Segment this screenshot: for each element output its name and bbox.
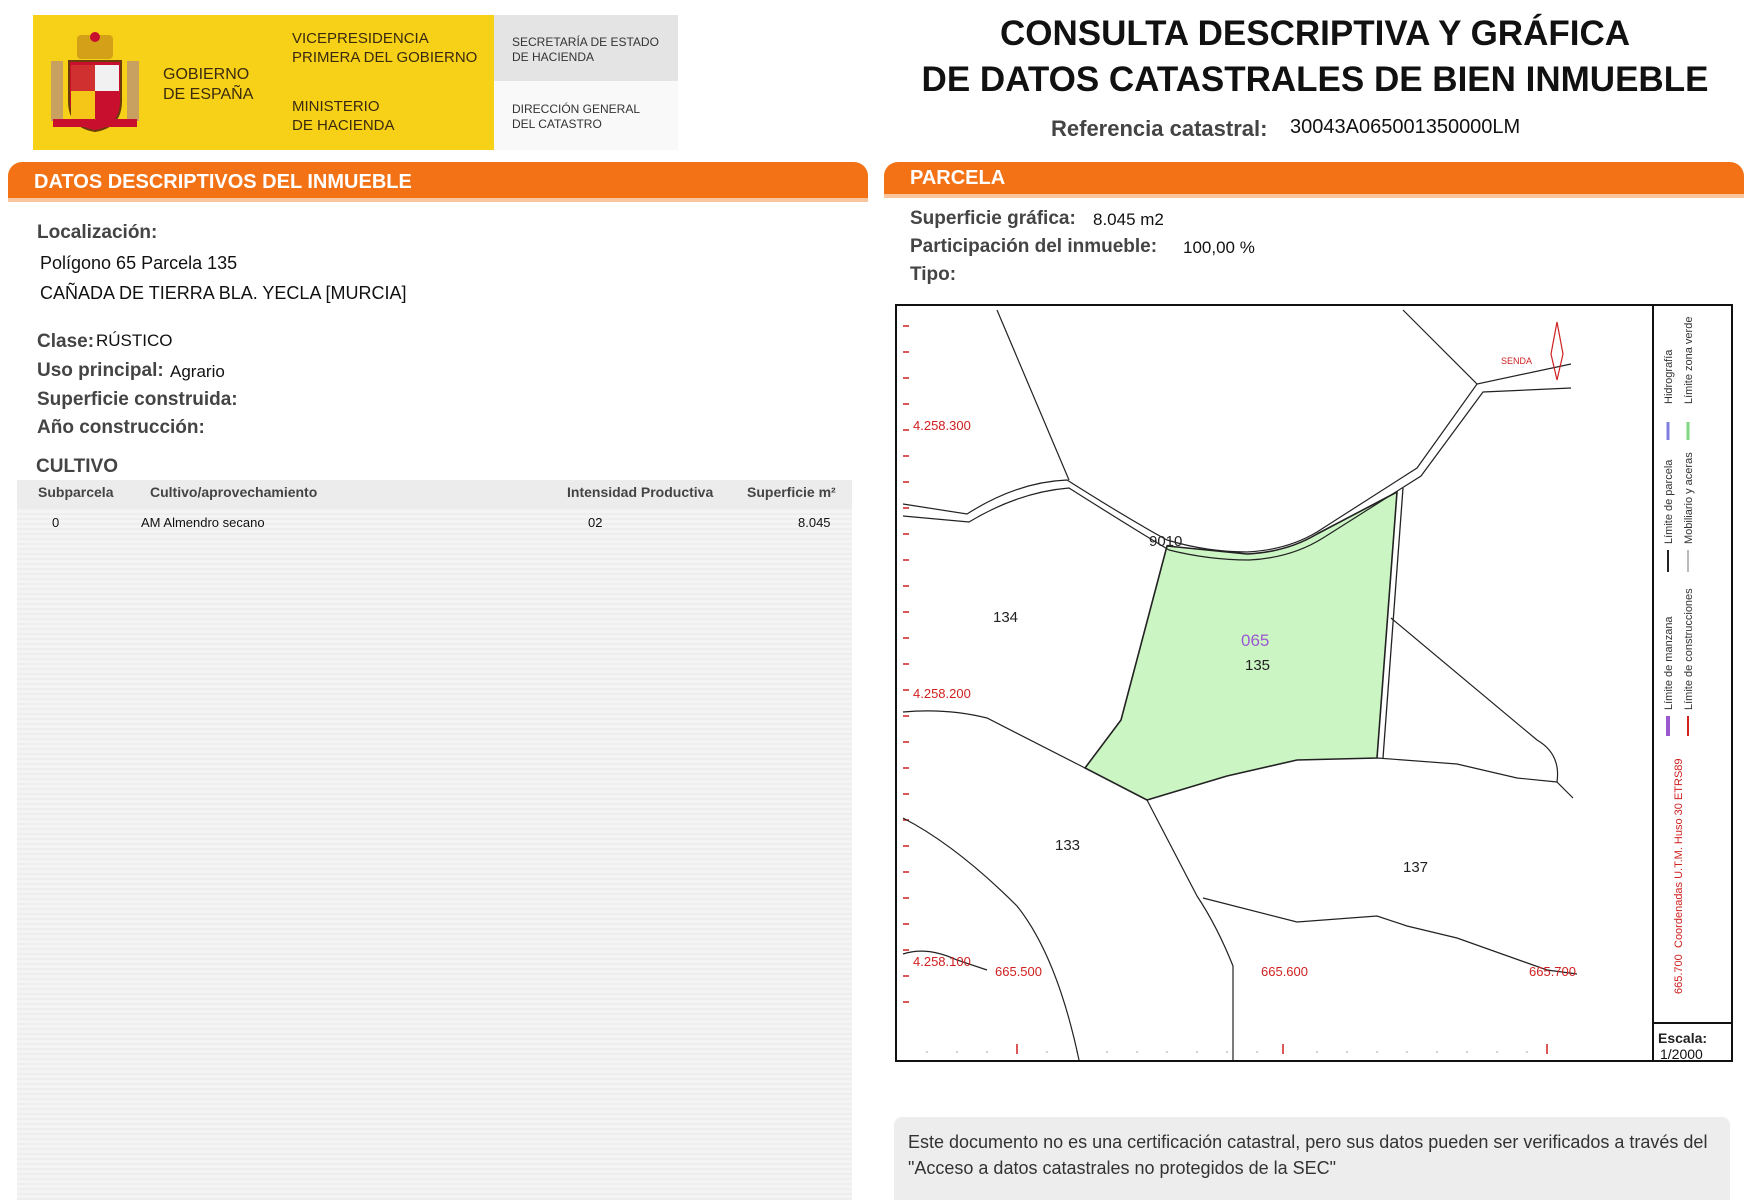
verification-note-text: Este documento no es una certificación catastral, pero sus datos pueden ser verificados a través del "Acceso a datos catastrales no protegidos de la SEC"	[908, 1132, 1708, 1178]
parcela-header: PARCELA	[884, 162, 1744, 194]
x-coordinate-label: 665.500	[995, 964, 1042, 979]
direccion-general-block	[494, 81, 678, 150]
parcel-line	[997, 310, 1069, 480]
map-legend	[1652, 304, 1733, 1022]
superficie-grafica-label: Superficie gráfica:	[910, 208, 1076, 229]
map-legend-drawing	[1654, 304, 1735, 1022]
parcel-label-southwest: 133	[1055, 837, 1081, 854]
parcel-label-main: 135	[1245, 657, 1271, 674]
legend-hidrografia: Hidrografía	[1663, 349, 1675, 404]
page-title-line1: CONSULTA DESCRIPTIVA Y GRÁFICA	[999, 14, 1631, 53]
parcel-line	[1147, 800, 1233, 1060]
road-9010-edge	[903, 388, 1571, 560]
parcel-line	[1377, 758, 1557, 782]
gobierno-espana-text: GOBIERNO DE ESPAÑA	[163, 66, 254, 103]
escala-value: 1/2000	[1660, 1046, 1703, 1062]
datos-descriptivos-header: DATOS DESCRIPTIVOS DEL INMUEBLE	[8, 162, 868, 198]
legend-limite-zona-verde: Límite zona verde	[1683, 316, 1695, 404]
uso-principal-label: Uso principal:	[37, 360, 164, 381]
parcel-label-west: 134	[993, 609, 1019, 626]
table-cell-superficie: 8.045	[798, 515, 831, 530]
participacion-label: Participación del inmueble:	[910, 236, 1158, 257]
ministerio-text: MINISTERIO DE HACIENDA	[292, 98, 395, 134]
table-cell-cultivo: AM Almendro secano	[141, 515, 265, 530]
cultivo-table-header	[17, 480, 852, 508]
column-header-subparcela: Subparcela	[38, 484, 114, 500]
legend-coordenadas: Coordenadas U.T.M. Huso 30 ETRS89	[1673, 758, 1685, 948]
legend-limite-construcciones: Límite de construcciones	[1683, 588, 1695, 710]
x-coordinate-label: 665.700	[1529, 964, 1576, 979]
parcel-label-southeast: 137	[1403, 859, 1429, 876]
section-divider	[8, 198, 868, 202]
column-header-cultivo: Cultivo/aprovechamiento	[150, 484, 318, 500]
localizacion-label: Localización:	[37, 222, 158, 243]
table-cell-intensidad: 02	[588, 515, 603, 530]
y-coordinate-label: 4.258.300	[913, 418, 971, 433]
y-axis-ticks	[903, 326, 909, 1002]
parcel-line	[1391, 618, 1573, 798]
legend-limite-manzana: Límite de manzana	[1663, 616, 1675, 710]
superficie-construida-label: Superficie construida:	[37, 389, 238, 410]
parcel-line	[903, 711, 1085, 768]
parcel-line	[903, 818, 1079, 1060]
cadastral-map-drawing	[897, 306, 1731, 1060]
clase-label: Clase:	[37, 331, 95, 352]
y-coordinate-label: 4.258.100	[913, 954, 971, 969]
verification-note	[894, 1117, 1730, 1200]
vicepresidencia-block	[273, 15, 494, 150]
escala-label: Escala:	[1658, 1030, 1708, 1046]
page-title-line2: DE DATOS CATASTRALES DE BIEN INMUEBLE	[921, 60, 1709, 99]
parcel-line	[1203, 898, 1577, 974]
referencia-catastral-value: 30043A065001350000LM	[1290, 116, 1521, 138]
secretaria-text: SECRETARÍA DE ESTADO DE HACIENDA	[512, 35, 659, 64]
north-arrow-icon	[1551, 322, 1563, 380]
column-header-intensidad: Intensidad Productiva	[567, 484, 714, 500]
gobierno-espana-logo	[33, 15, 273, 150]
parcel-line	[1403, 310, 1477, 384]
direccion-general-text: DIRECCIÓN GENERAL DEL CATASTRO	[512, 102, 641, 131]
legend-coordenadas-prefix: 665.700	[1673, 954, 1685, 994]
table-cell-subparcela: 0	[52, 515, 60, 530]
column-header-superficie: Superficie m²	[747, 484, 836, 500]
clase-value: RÚSTICO	[96, 331, 173, 350]
superficie-grafica-value: 8.045 m2	[1093, 210, 1164, 229]
senda-label: SENDA	[1501, 356, 1533, 366]
legend-limite-parcela: Límite de parcela	[1663, 459, 1675, 544]
participacion-value: 100,00 %	[1183, 238, 1255, 257]
cadastral-map[interactable]	[895, 304, 1733, 1062]
coat-of-arms-icon	[47, 31, 143, 135]
x-coordinate-label: 665.600	[1261, 964, 1308, 979]
section-divider	[884, 194, 1744, 198]
legend-mobiliario: Mobiliario y aceras	[1683, 452, 1695, 544]
y-coordinate-label: 4.258.200	[913, 686, 971, 701]
parcel-label-north: 9010	[1149, 533, 1183, 550]
cultivo-label: CULTIVO	[36, 456, 118, 477]
vicepresidencia-text: VICEPRESIDENCIA PRIMERA DEL GOBIERNO	[292, 30, 478, 66]
tipo-label: Tipo:	[910, 264, 957, 285]
localizacion-line2: CAÑADA DE TIERRA BLA. YECLA [MURCIA]	[40, 283, 407, 303]
secretaria-block	[494, 15, 678, 81]
localizacion-line1: Polígono 65 Parcela 135	[40, 253, 238, 273]
poligono-label: 065	[1241, 631, 1270, 650]
referencia-catastral-label: Referencia catastral:	[1051, 116, 1268, 141]
anyo-construccion-label: Año construcción:	[37, 417, 205, 438]
road-9010	[903, 364, 1571, 552]
cultivo-table	[17, 480, 852, 1200]
uso-principal-value: Agrario	[170, 362, 225, 381]
